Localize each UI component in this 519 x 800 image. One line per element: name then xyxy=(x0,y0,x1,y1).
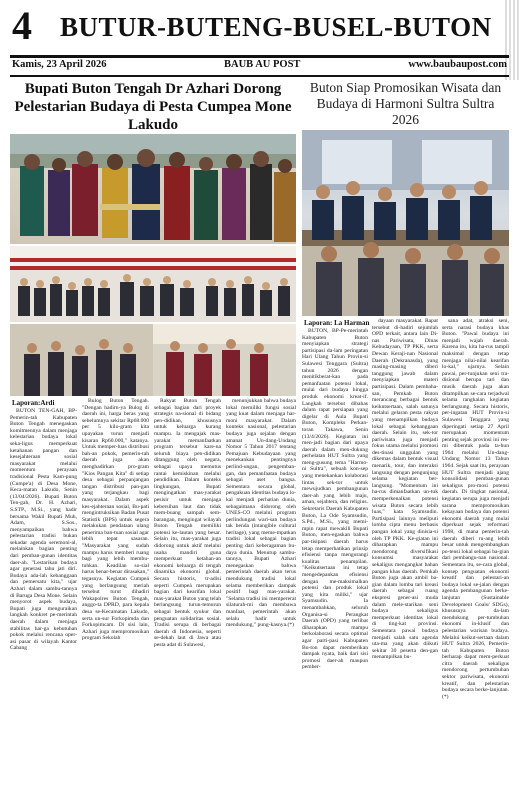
right-story-text-3: sana adat, atraksi seni, serta narasi budaya khas Buton. "Pawai budaya ini menjadi wajah daerah. Karena itu, kita ha-rus tampil maksimal dengan tetap menjaga nilai-nilai kearifan lo-kal," ujarnya. Selain pawai, per-tunjukan seni tra-disional berupa tari dan musik daerah juga akan ditampilkan se-cara terjadwal selama rangkaian kegiatan berlangsung. Secara historis, per-ingatan HUT Provin-si Sulawesi Tenggara yang diperingati setiap 27 April merupakan momentum penting sejak provinsi ini res-mi dibentuk pada ta-hun 1964 melalui Un-dang-Undang Nomor 13 Tahun 1964. Sejak saat itu, perayaan HUT Sultra menjadi ajang konsolidasi pemban-gunan sekaligus pro-mosi potensi daerah. Di tingkat nasional, kegiatan serupa juga menjadi sarana mempromosikan kekayaan budaya dan potensi ekonomi daerah yang mulai diperkuat sejak reformasi 1998, di mana pemerin-tah daerah diberi ru-ang lebih besar untuk mengembangkan po-tensi lokal sebagai ba-gian dari pembangu-nan nasional. Sementara itu, se-cara global, konsep penguatan ekonomi kreatif dan pelestari-an budaya lokal se-jalan dengan agenda pembangunan berke-lanjutan (Sustainable Development Goals/ SDGs), khususnya da-lam mendukung per-tumbuhan ekonomi in-klusif dan pelestarian warisan budaya. Melalui keikut-sertaan dalam HUT Sultra 2026, Pemerin-tah Kabupaten Buton berharap dapat mem-perkuat citra daerah sekaligus mendorong pertumbuhan sektor pariwisata, ekonomi kreatif, dan pelestarian budaya secara berke-lanjutan.(*) xyxy=(442,318,509,700)
left-story-column-4 xyxy=(226,398,296,796)
paper-name: BAUB AU POST xyxy=(224,59,301,70)
event-hall-graphic xyxy=(10,246,296,322)
headline-left: Bupati Buton Tengah Dr Azhari Dorong Pelestarian Budaya di Pesta Cumpea Mone Lakudo xyxy=(14,81,292,133)
masthead-bottom-rule xyxy=(10,75,509,77)
right-story-text-1: BUTON, BP-Pe-merintah Kabupaten Buton menyiapkan strategi partisipasi da-lam peringatan Hari Ulang Tahun Provin-si Sulawesi Tenggara (Sultra) tahun 2026 dengan menitikberat-kan pada pemanfaatan potensi lokal, mulai dari budaya hingga produk ekonomi kreat-if. Langkah tersebut dibahas dalam rapat persiapan yang digelar di Aula Bupati Buton, Kompleks Perkan-toran Takawa, Senin (13/4/2026). Kegiatan ini men-jadi bagian dari upaya daerah dalam men-dukung perhelatan HUT Sultra yang meng-gusung tema "Harmo-ni Sultra", sebuah kon-sep yang menekankan kolaborasi lintas sek-tor untuk mewujudkan pembangunan daer-ah yang lebih maju, aman, sejahtera, dan religius. Sekretaris Daerah Kabupaten Buton, La Ode Syamsudin, S.Pd., M.Si., yang memi-mpin rapat mewakili Bupati Buton, men-egaskan bahwa par-tisipasi daerah harus tetap memperhatikan prinsip efisiensi tanpa mengurangi kualitas penampilan. "Keikutsertaan ini tetap mengedepankan efisiensi dengan me-maksimalkan potensi dan produk lokal yang kita miliki," ujar Syamsudin. Ia menambahkan, seluruh Organisa-si Perangkat Daerah (OPD) yang terlibat diharapkan mampu berkolaborasi secara optimal agar parti-pasi Kabupaten Bu-ton dapat memberikan dampak nyata, baik dari sisi promosi daer-ah maupun pember- xyxy=(302,328,368,671)
left-story-text-2: Bulog Buton Tengah. "Dengan hadirn-ya Bulog di daerah ini, harga beras yang sebelumnya sekitar Rp68.000 per 5 kilo-gram kita upayakan turun menjadi kisaran Rp60.000," katanya. Untuk memper-luas distribusi bah-an pokok, pemerin-tah daerah juga akan menghadirkan pro-gram "Kios Pangan Kita" di setiap desa sebagai perpanjangan tangan distribusi pan-gan yang terjangkau bagi masyarakat. Dalam aspek kes-ejahteraan sosial, Bu-pati mengintruksikan Badan Pusat Statistik (BPS) untuk segera melakukan pendataan ulang penerima ban-tuan sosial agar lebih tepat sasaran. "Masyarakat yang sudah mampu harus memberi ruang bagi yang lebih membu-tuhkan. Keadilan so-sial harus benar-benar dirasakan," tegasnya. Kegiatan Cumpeá yang berlangsung meriah tersebut turut dihadiri Wakapolres Buton Tengah, anggo-ta DPRD, para kepala desa se-Kecamatan Lakudo, serta un-sur Forkopimda dan Forkopimcam. Di sisi lain, Azhari juga mempromosikan program Sekolah xyxy=(82,398,149,642)
photo-ceremony-top xyxy=(10,134,296,244)
right-story-column-2 xyxy=(372,318,438,796)
photo-meeting xyxy=(302,130,509,316)
meeting-photo-graphic xyxy=(302,130,509,316)
photo-event-hall xyxy=(10,246,296,322)
dignitaries-photo-graphic xyxy=(10,324,296,396)
left-story-column-2 xyxy=(82,398,149,796)
ceremony-photo-graphic xyxy=(10,134,296,244)
left-story-column-3 xyxy=(154,398,221,796)
right-story-text-2: dayaan masyarakat. Rapat tersebut di-hadiri sejumlah OPD terkait, antara lain Di-nas Pariwisata, Dinas Kebudayaan, TP PKK, serta Dewan Keraji-nan Nasional Daerah (Dekranasda), yang masing-masing diberi tanggung jawab dalam menyiapkan materi partisipasi. Dalam pembaha-san, Pemkab Buton merancang berbagai bentuk keikutsertaan, salah satunya melalui gelaran pesta rakyat yang menampilkan budaya lokal sebagai kebanggaan daerah. Selain itu, sek-tor pariwisata juga menjadi fokus utama melalui promosi des-tinasi unggulan yang dikemas dalam bentuk visual menarik, tour, dan interaksi langsung dengan pengunjung selama kegiatan ber-langsung. "Momentum ini ha-rus dimanfaatkan un-tuk memperkenalkan potensi wisata Buton secara lebih luas," kata Syamsudin. Partisipasi lainnya meliputi lomba cipta menu berbasis pangan lokal yang dinisia-si oleh TP PKK. Ke-giatan ini diharapkan mampu mendorong diversifikasi konsumsi masyarakat sekaligus mengangkat bahan pangan khas daerah. Pemkab Buton juga akan ambil ba-gian dalam lomba tari kreasi daerah sebagai ruang ekspresi gener-asi muda dalam mele-starikan seni budaya sekaligus memperkuat identitas lokal di ting-kat provinsi. Sementara pawai budaya menjadi salah satu agenda uta-ma yang akan diikuti sekitar 30 peserta den-gan menampilkan bu- xyxy=(372,318,438,661)
left-story-text-3: Rakyat Buton Tengah sebagai bagian dari proyek strategis na-sional di bidang pen-didikan, khususnya untuk keluarga kurang mampu. Ia mengajak mas-yarakat memanfaatkan program tersebut kare-na seluruh biaya pen-didikan ditanggung oleh negara, sebagai upaya memutus rantai kemiskinan melalui pendidikan. Dalam konteks lingkungan, Bupati mengingatkan mas-yarakat pesisir untuk menjaga kebersihan laut dan tidak mem-buang sampah sem-barangan, mengingat wilayah Buton Tengah memiliki potensi ke-lautan yang besar. Selain itu, mas-yarakat juga didorong untuk aktif melalui usaha mandiri guna memperkuat ketahan-an ekonomi keluarga di tengah dinamika ekonomi global. Secara historis, tr-adisi seperti Cumpeá merupakan bagian dari kearifan lokal mas-yarakat Buton yang telah berlangsung turun-temurun sebagai bentuk syukur dan penguatan solidaritas sosial. Tradisi serupa di berbagai daerah di Indonesia, seperti se-dekah laut di Jawa atau pesta adat di Sulawesi, xyxy=(154,398,221,648)
right-story-column-3 xyxy=(442,318,509,796)
left-story-text-4: menunjukkan bahwa budaya lokal memiliki fungsi sosial yang kuat dalam menjaga har-moni masyarakat. Dalam konteks nasional, pelestarian budaya juga sejalan dengan amanat Un-dang-Undang Nomor 5 Tahun 2017 tentang Pemajuan Kebudayaan yang menekankan pentingnya perlind-ungan, pengemban-gan, dan pemanfaatan budaya sebagai aset bangsa. Sementara secara global, pengakuan identitas budaya lo-kal menjadi perhatian dunia, sebagaimana didorong oleh UNES-CO melalui program perlindungan wari-san budaya tak benda (intangible cultural heritage), yang meme-mpatkan tradisi lokal sebagai bagian penting dari keberagaman bu-daya dunia. Menutup sambu-tannya, Bupati Azhari menegaskan bahwa pemerintah daerah akan terus mendukung tradisi lokal selama memberikan dampak positif bagi mas-yarakat. "Selama tradisi ini mempererat silaturah-mi dan membawa manfaat, pemerintah akan selalu hadir untuk mendukung," pung-kasnya.(*) xyxy=(226,398,296,629)
website-link[interactable]: www.baubaupost.com xyxy=(408,59,507,70)
masthead xyxy=(0,0,519,56)
headline-right: Buton Siap Promosikan Wisata dan Budaya di Harmoni Sultra Sultra 2026 xyxy=(309,80,502,127)
issue-date: Kamis, 23 April 2026 xyxy=(12,59,107,70)
section-title: BUTUR-BUTENG-BUSEL-BUTON xyxy=(60,12,492,42)
page-number: 4 xyxy=(12,3,32,48)
photo-credit-left: Laporan:Ardi xyxy=(12,399,55,407)
right-story-column-1 xyxy=(302,328,368,796)
left-story-text-1: BUTON TEN-GAH, BP- Pemerin-tah Kabupaten Buton Tengah menegaskan komitmennya dalam menjaga kelestarian budaya lokal seka-ligus memperkuat ketahanan pangan dan kesejahteraan sosial masyarakat melalui momentum perayaan tradisional Pesta Kam-pung (Cumpe'a) di Desa Mone, Keca-matan Lakudo, Senin (13/04/2026). Bupati Buton Ten-gah, Dr. H. Azhari, S.STP., M.Si., yang hadir bersama Wakil Bupati Muh, Adam, S.Sos., menyampaikan bahwa pelestarian tradisi bukan sekadar agenda seremoni-al, melainkan bagian penting dari pemban-gunan identitas daer-ah. "Lestarikan budaya agar generasi tahu jati diri. Budaya ada-lah kebanggaan dan pemersatu kita," ujar Azhari dalam sambu-tannya di Baruga Desa Mone. Selain menyorot aspek budaya, Bupati juga menguraikan langkah konkret pe-merintah daerah dalam menjaga stabilitas har-ga kebutuhan pokok melalui rencana oper-asi pasar di wilayah Kantor Cabang xyxy=(10,408,77,652)
info-bar xyxy=(10,58,509,74)
left-story-column-1 xyxy=(10,408,77,796)
photo-credit-right: Laporan: La Harman xyxy=(304,319,370,327)
photo-dignitaries xyxy=(10,324,296,396)
